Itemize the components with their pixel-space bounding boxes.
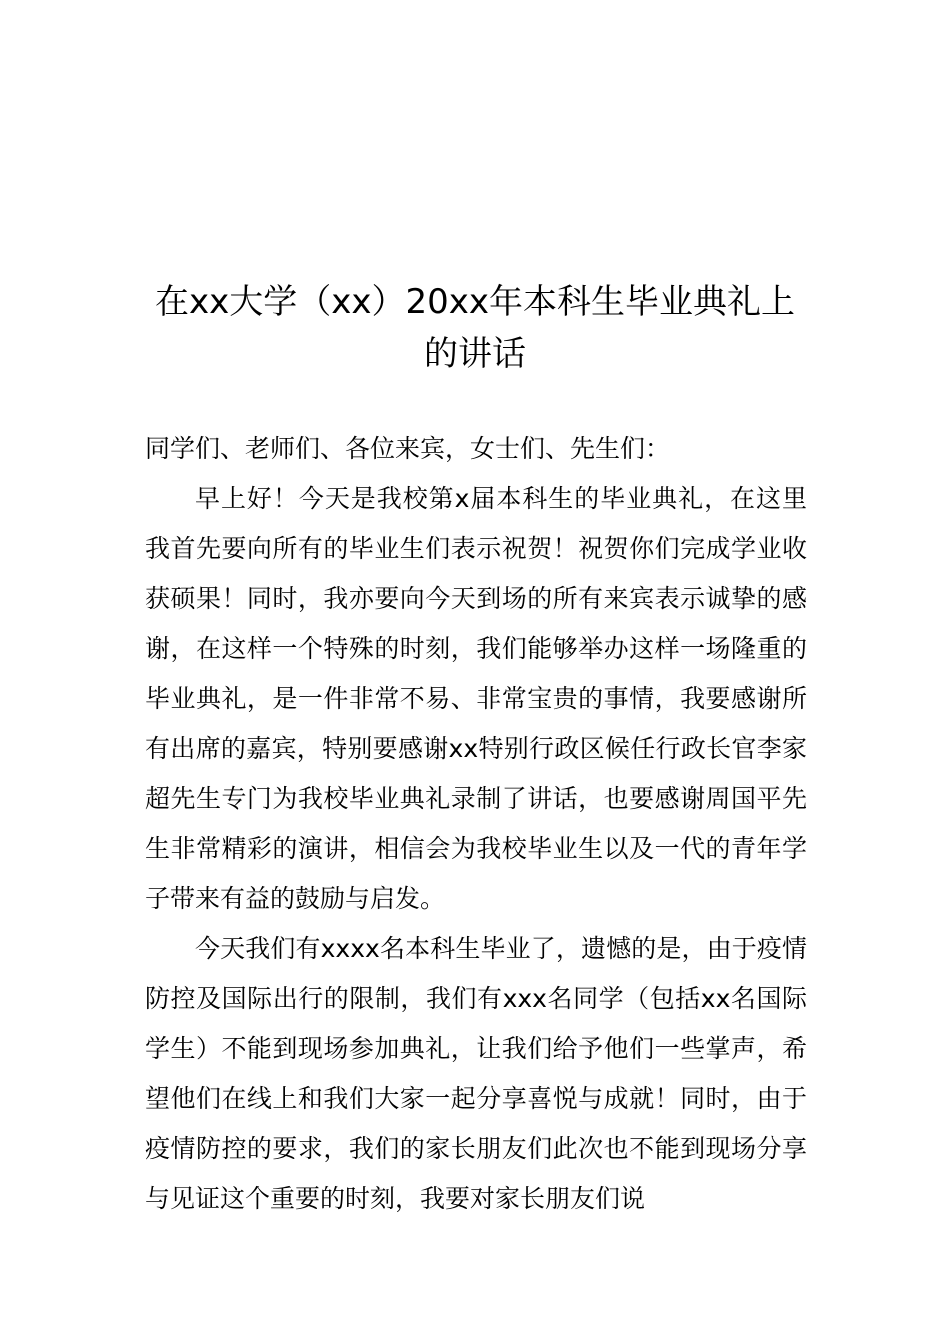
paragraph-2: 今天我们有xxxx名本科生毕业了，遗憾的是，由于疫情防控及国际出行的限制，我们有xxx名同学（包括xx名国际学生）不能到现场参加典礼，让我们给予他们一些掌声，希望他们在线上和我们大家一起分享喜悦与成就！同时，由于疫情防控的要求，我们的家长朋友们此次也不能到现场分享与见证这个重要的时刻，我要对家长朋友们说 (145, 934, 807, 1213)
salutation: 同学们、老师们、各位来宾，女士们、先生们： (145, 434, 671, 463)
paragraph-1: 早上好！今天是我校第x届本科生的毕业典礼，在这里我首先要向所有的毕业生们表示祝贺！祝贺你们完成学业收获硕果！同时，我亦要向今天到场的所有来宾表示诚挚的感谢，在这样一个特殊的时刻，我们能够举办这样一场隆重的毕业典礼，是一件非常不易、非常宝贵的事情，我要感谢所有出席的嘉宾，特别要感谢xx特别行政区候任行政长官李家超先生专门为我校毕业典礼录制了讲话，也要感谢周国平先生非常精彩的演讲，相信会为我校毕业生以及一代的青年学子带来有益的鼓励与启发。 (145, 484, 807, 913)
document-body (145, 424, 807, 1224)
document-title: 在xx大学（xx）20xx年本科生毕业典礼上的讲话 (155, 282, 795, 374)
